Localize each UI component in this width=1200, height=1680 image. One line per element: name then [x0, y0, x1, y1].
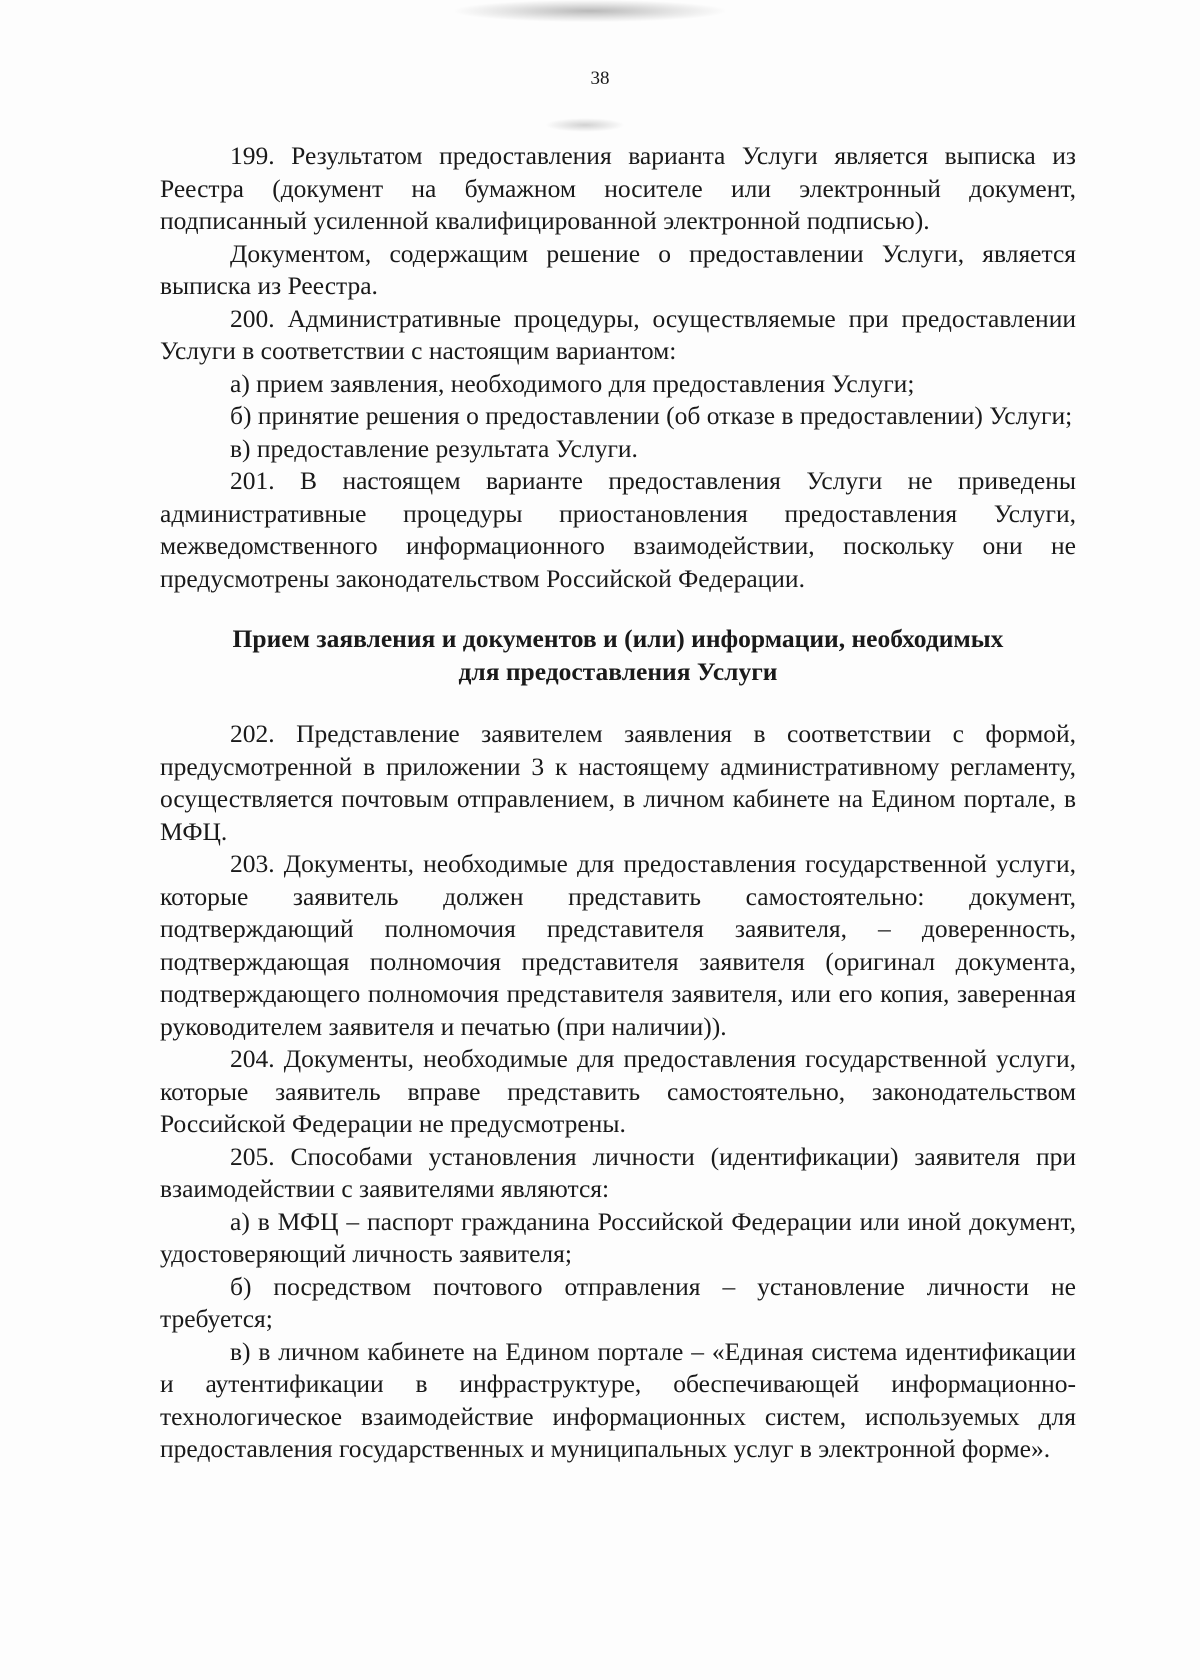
- list-item: б) посредством почтового отправления – установление личности не требуется;: [160, 1271, 1076, 1333]
- paragraph: 205. Способами установления личности (идентификации) заявителя при взаимодействии с заявителями являются:: [160, 1141, 1076, 1203]
- paragraph: 204. Документы, необходимые для предоставления государственной услуги, которые заявитель вправе представить самостоятельно, законодательством Российской Федерации не предусмотрены.: [160, 1044, 1076, 1138]
- scan-artifact: [455, 0, 725, 22]
- list-item: а) в МФЦ – паспорт гражданина Российской Федерации или иной документ, удостоверяющий личность заявителя;: [160, 1206, 1076, 1268]
- section-heading-line: Прием заявления и документов и (или) информации, необходимых: [232, 624, 1004, 653]
- list-item: б) принятие решения о предоставлении (об отказе в предоставлении) Услуги;: [230, 401, 1073, 430]
- paragraph: 202. Представление заявителем заявления в соответствии с формой, предусмотренной в приложении 3 к настоящему административному регламенту, осуществляется почтовым отправлением, в личном кабинете на Едином портале, в МФЦ.: [160, 719, 1076, 846]
- list-item: в) предоставление результата Услуги.: [230, 433, 638, 463]
- document-body: [160, 140, 1076, 1466]
- paragraph: 201. В настоящем варианте предоставления Услуги не приведены административные процедуры приостановления предоставления Услуги, межведомственного информационного взаимодействии, поскольку они не предусмотрены законодательством Российской Федерации.: [160, 466, 1076, 593]
- list-item: а) прием заявления, необходимого для предоставления Услуги;: [230, 368, 915, 398]
- paragraph: 203. Документы, необходимые для предоставления государственной услуги, которые заявитель должен представить самостоятельно: документ, подтверждающий полномочия представителя заявителя, – доверенность, подтверждающая полномочия представителя заявителя (оригинал документа, подтверждающего полномочия представителя заявителя, или его копия, заверенная руководителем заявителя и печатью (при наличии)).: [160, 849, 1076, 1041]
- section-heading-line: для предоставления Услуги: [458, 656, 778, 686]
- paragraph: 200. Административные процедуры, осуществляемые при предоставлении Услуги в соответствии с настоящим вариантом:: [160, 303, 1076, 365]
- paragraph: Документом, содержащим решение о предоставлении Услуги, является выписка из Реестра.: [160, 238, 1076, 300]
- list-item: в) в личном кабинете на Едином портале – «Единая система идентификации и аутентификации в инфраструктуре, обеспечивающей информационно-технологическое взаимодействие информационных систем, используемых для предоставления государственных и муниципальных услуг в электронной форме».: [160, 1336, 1076, 1463]
- scan-artifact: [545, 118, 625, 132]
- paragraph: 199. Результатом предоставления варианта Услуги является выписка из Реестра (документ на бумажном носителе или электронный документ, подписанный усиленной квалифицированной электронной подписью).: [160, 141, 1076, 235]
- page-number: 38: [590, 68, 610, 89]
- section-heading: [160, 623, 1076, 688]
